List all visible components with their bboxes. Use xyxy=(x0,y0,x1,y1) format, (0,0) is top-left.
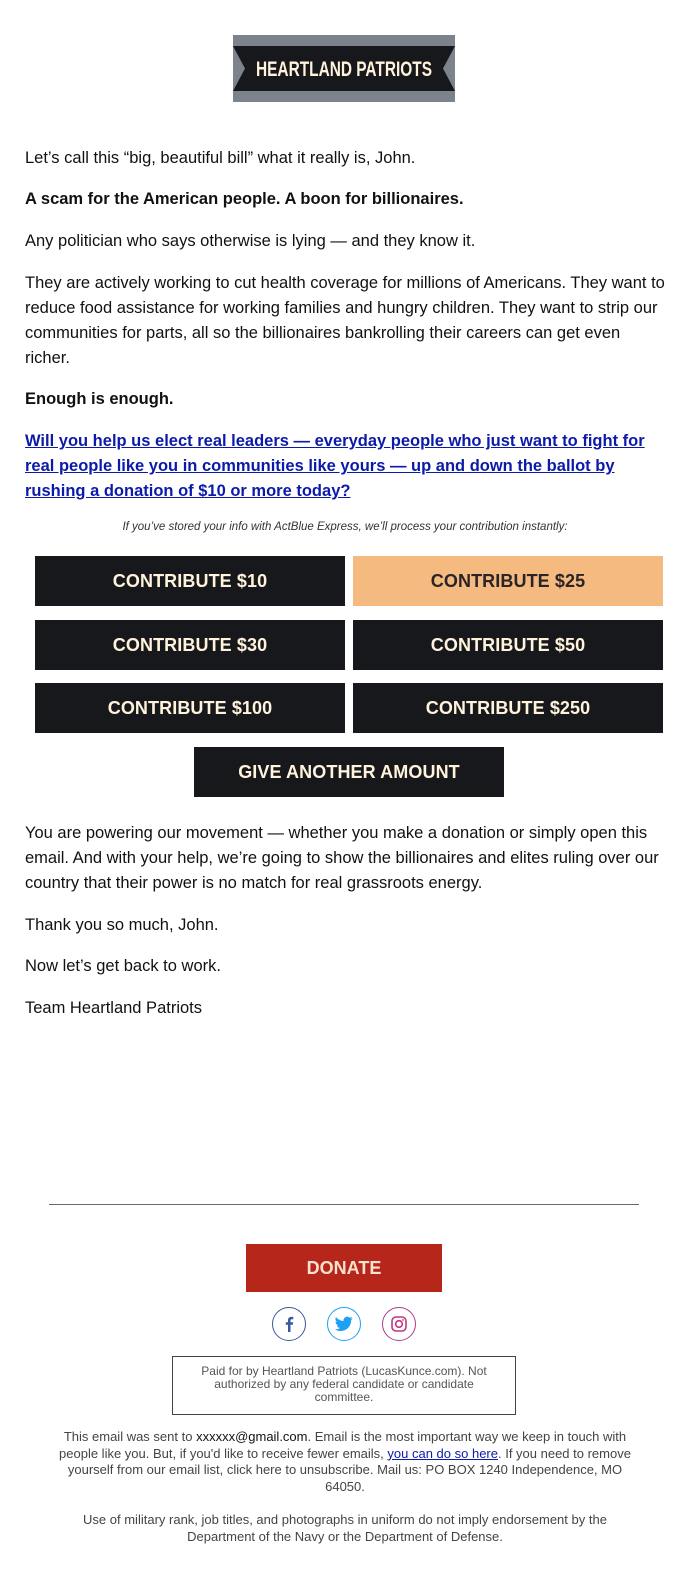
cta-paragraph xyxy=(25,429,665,504)
fewer-emails-link[interactable]: you can do so here xyxy=(387,1445,498,1461)
twitter-icon xyxy=(335,1316,353,1332)
enough-heading: Enough is enough. xyxy=(25,390,174,408)
contribute-250-button[interactable]: CONTRIBUTE $250 xyxy=(353,683,663,733)
movement-paragraph: You are powering our movement — whether you make a donation or simply open this email. And with your help, we’re going to show the billionaires and elites ruling over our country that their power is no match for real grassroots energy. xyxy=(25,824,659,892)
signoff: Team Heartland Patriots xyxy=(25,999,202,1017)
donation-cta-link[interactable]: Will you help us elect real leaders — everyday people who just want to fight for real people like you in communities like yours — up and down the ballot by rushing a donation of $10 or more today? xyxy=(25,432,645,500)
footer-divider xyxy=(49,1204,639,1205)
thank-you-paragraph: Thank you so much, John. xyxy=(25,916,219,934)
sent-prefix: This email was sent to xyxy=(63,1429,197,1444)
scam-heading: A scam for the American people. A boon for billionaires. xyxy=(25,190,464,208)
military-disclaimer: Use of military rank, job titles, and photographs in uniform do not imply endorsement by the Department of the Navy or the Department of Defense. xyxy=(83,1512,607,1544)
intro-paragraph: Let’s call this “big, beautiful bill” what it really is, John. xyxy=(25,149,416,167)
footer-email-notice xyxy=(50,1429,640,1495)
contribute-25-button[interactable]: CONTRIBUTE $25 xyxy=(353,556,663,606)
facebook-link[interactable] xyxy=(272,1307,306,1341)
facebook-icon xyxy=(281,1315,297,1333)
instagram-link[interactable] xyxy=(382,1307,416,1341)
politician-paragraph: Any politician who says otherwise is lying — and they know it. xyxy=(25,232,476,250)
sent-mid: . Email is the most important way we keep in touch with people like you. But, if you'd like to receive fewer emails, xyxy=(59,1429,627,1461)
logo xyxy=(233,35,455,102)
contribute-50-button[interactable]: CONTRIBUTE $50 xyxy=(353,620,663,670)
logo-text: HEARTLAND PATRIOTS xyxy=(256,58,432,81)
cuts-paragraph: They are actively working to cut health coverage for millions of Americans. They want to reduce food assistance for working families and hungry children. They want to strip our communities for parts, all so the billionaires bankrolling their careers can get even richer. xyxy=(25,274,665,367)
contribute-10-button[interactable]: CONTRIBUTE $10 xyxy=(35,556,345,606)
instagram-icon xyxy=(390,1315,408,1333)
paid-for-disclaimer: Paid for by Heartland Patriots (LucasKunce.com). Not authorized by any federal candidate or candidate committee. xyxy=(172,1356,516,1415)
logo-graphic xyxy=(233,35,455,102)
recipient-email: xxxxxx@gmail.com xyxy=(196,1429,308,1444)
contribute-100-button[interactable]: CONTRIBUTE $100 xyxy=(35,683,345,733)
back-to-work-paragraph: Now let’s get back to work. xyxy=(25,957,221,975)
contribute-30-button[interactable]: CONTRIBUTE $30 xyxy=(35,620,345,670)
donate-button[interactable]: DONATE xyxy=(246,1244,442,1292)
twitter-link[interactable] xyxy=(327,1307,361,1341)
actblue-express-note: If you’ve stored your info with ActBlue Express, we’ll process your contribution instantly: xyxy=(122,521,568,533)
sent-suffix: . If you need to remove yourself from our email list, click here to unsubscribe. Mail us: PO BOX 1240 Independence, MO 64050. xyxy=(67,1445,631,1494)
give-another-amount-button[interactable]: GIVE ANOTHER AMOUNT xyxy=(194,747,504,797)
